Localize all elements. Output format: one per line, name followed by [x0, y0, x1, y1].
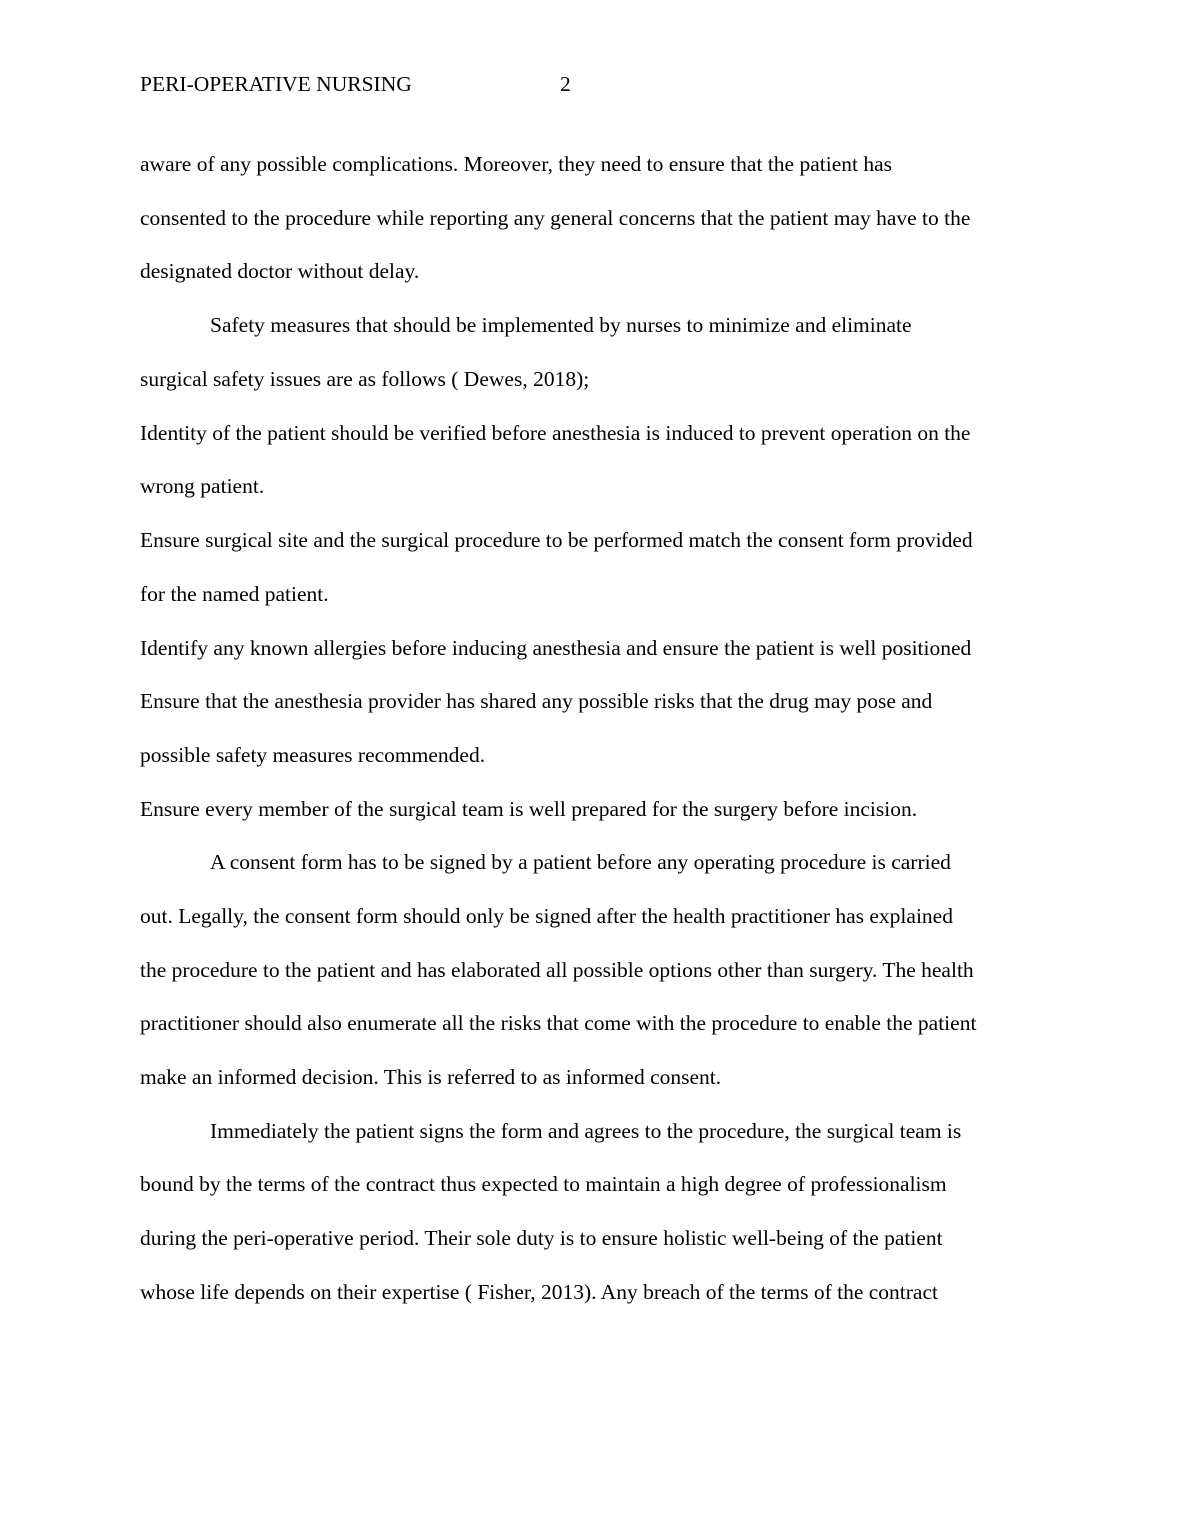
page-header — [140, 70, 1050, 98]
text-line: whose life depends on their expertise ( Fisher, 2013). Any breach of the terms of the contract — [140, 1280, 938, 1304]
text-line: out. Legally, the consent form should only be signed after the health practitioner has explained — [140, 904, 953, 928]
text-line: Immediately the patient signs the form and agrees to the procedure, the surgical team is — [210, 1119, 962, 1143]
running-head: PERI-OPERATIVE NURSING — [140, 72, 412, 96]
text-line: A consent form has to be signed by a patient before any operating procedure is carried — [210, 850, 951, 874]
text-line: during the peri-operative period. Their sole duty is to ensure holistic well-being of the patient — [140, 1226, 943, 1250]
page-number: 2 — [560, 72, 571, 96]
text-line: practitioner should also enumerate all the risks that come with the procedure to enable the patient — [140, 1011, 977, 1035]
text-line: Ensure every member of the surgical team is well prepared for the surgery before incision. — [140, 797, 918, 821]
text-line: possible safety measures recommended. — [140, 743, 486, 767]
text-line: for the named patient. — [140, 582, 329, 606]
text-line: surgical safety issues are as follows ( Dewes, 2018); — [140, 367, 590, 391]
text-line: Identify any known allergies before inducing anesthesia and ensure the patient is well positioned — [140, 636, 972, 660]
text-line: Ensure that the anesthesia provider has shared any possible risks that the drug may pose and — [140, 689, 933, 713]
text-line: aware of any possible complications. Moreover, they need to ensure that the patient has — [140, 152, 892, 176]
text-line: bound by the terms of the contract thus expected to maintain a high degree of professionalism — [140, 1172, 947, 1196]
text-line: Ensure surgical site and the surgical procedure to be performed match the consent form provided — [140, 528, 973, 552]
text-line: Safety measures that should be implemented by nurses to minimize and eliminate — [210, 313, 912, 337]
text-line: wrong patient. — [140, 474, 265, 498]
text-line: consented to the procedure while reporting any general concerns that the patient may have to the — [140, 206, 971, 230]
text-line: Identity of the patient should be verified before anesthesia is induced to prevent operation on the — [140, 421, 971, 445]
text-line: the procedure to the patient and has elaborated all possible options other than surgery. The health — [140, 958, 974, 982]
text-line: make an informed decision. This is referred to as informed consent. — [140, 1065, 722, 1089]
text-line: designated doctor without delay. — [140, 259, 420, 283]
